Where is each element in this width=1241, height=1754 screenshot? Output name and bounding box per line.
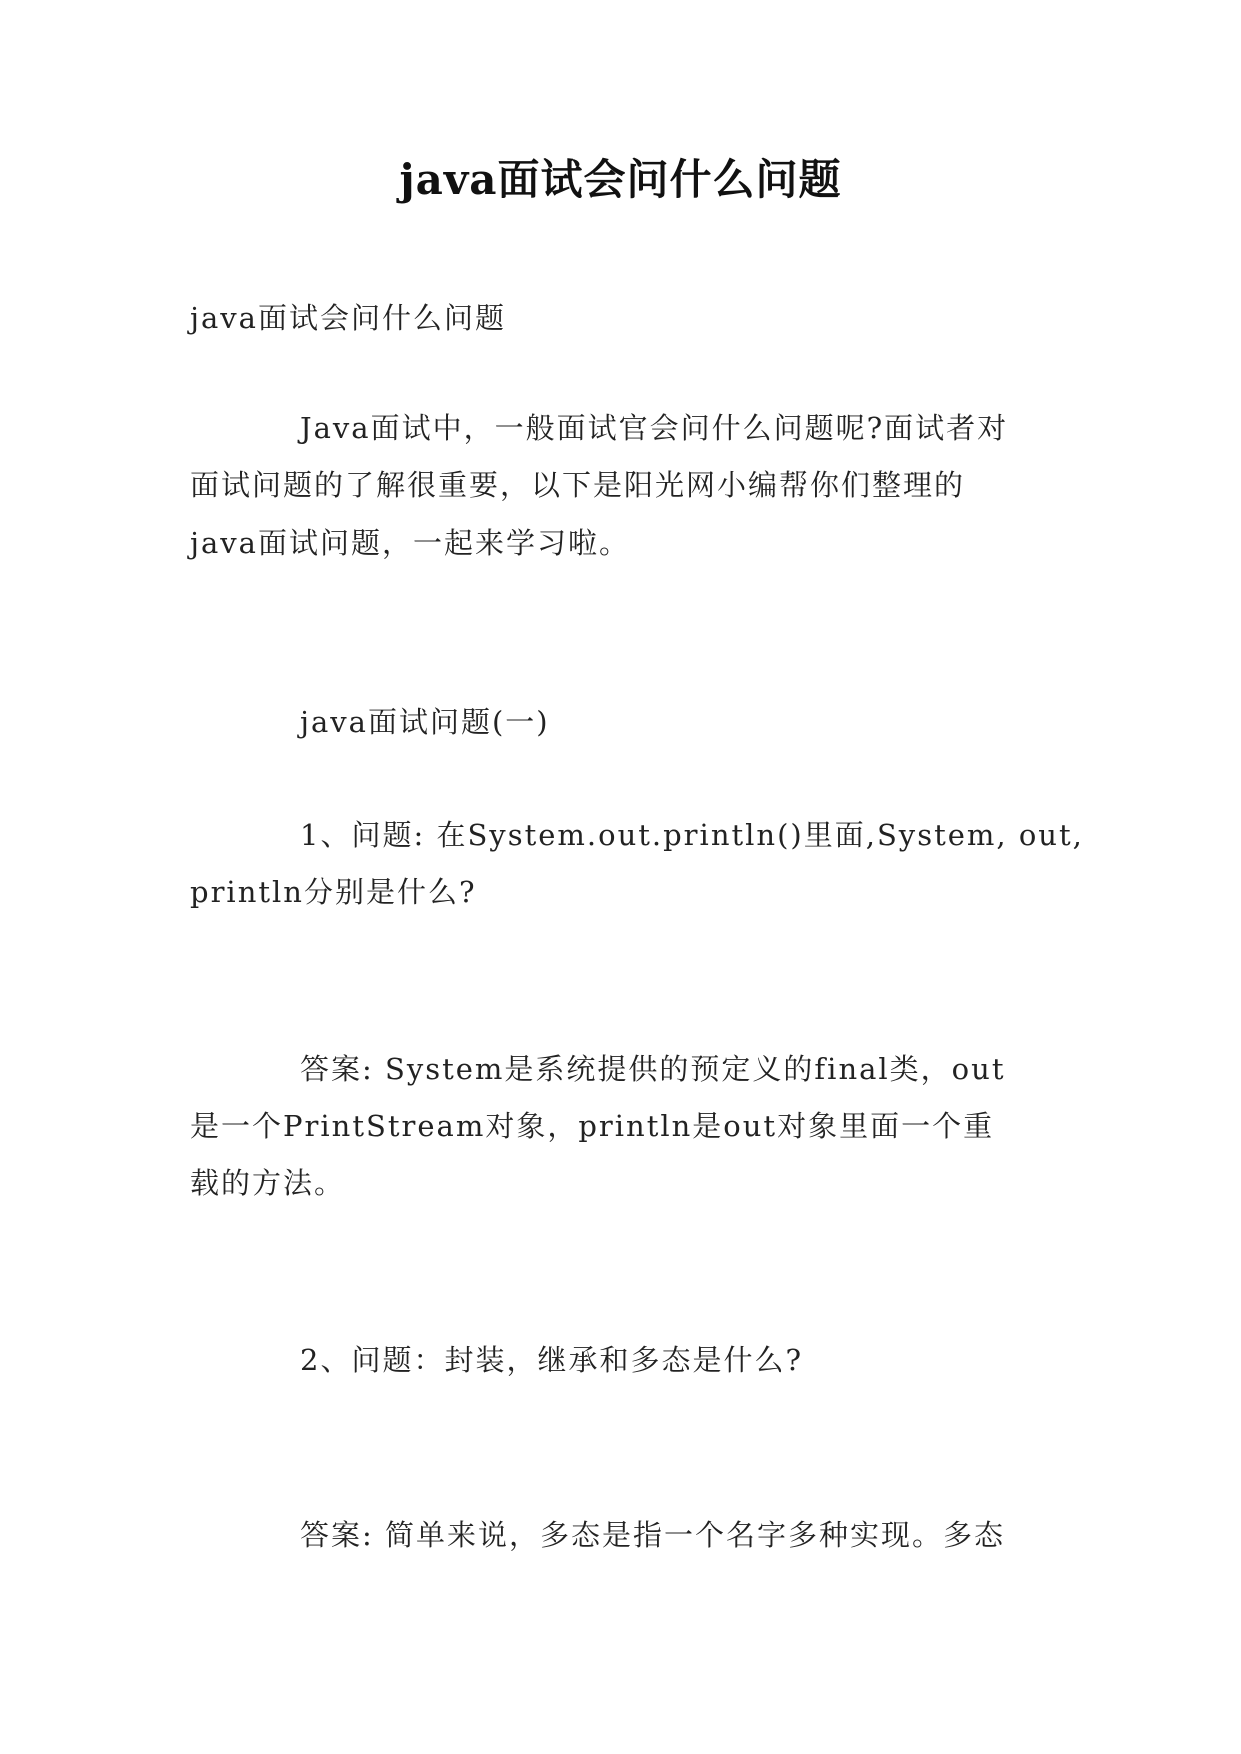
subtitle-line: java面试会问什么问题 bbox=[190, 301, 506, 335]
document-title: java面试会问什么问题 bbox=[399, 155, 842, 204]
answer-1-line-3: 载的方法。 bbox=[190, 1166, 346, 1200]
answer-1-line-2: 是一个PrintStream对象，println是out对象里面一个重 bbox=[190, 1109, 995, 1143]
intro-paragraph-line-2: 面试问题的了解很重要，以下是阳光网小编帮你们整理的 bbox=[190, 468, 966, 502]
intro-paragraph-line-1: Java面试中，一般面试官会问什么问题呢?面试者对 bbox=[300, 411, 1009, 445]
question-2-line-1: 2、问题：封装，继承和多态是什么? bbox=[300, 1343, 803, 1377]
question-1-line-1: 1、问题: 在System.out.println()里面,System, out, bbox=[300, 818, 1084, 852]
section-heading-1: java面试问题(一) bbox=[300, 705, 550, 739]
answer-1-line-1: 答案: System是系统提供的预定义的final类，out bbox=[300, 1052, 1006, 1086]
answer-2-line-1: 答案: 简单来说，多态是指一个名字多种实现。多态 bbox=[300, 1518, 1005, 1552]
question-1-line-2: println分别是什么? bbox=[190, 875, 477, 909]
intro-paragraph-line-3: java面试问题，一起来学习啦。 bbox=[190, 526, 630, 560]
